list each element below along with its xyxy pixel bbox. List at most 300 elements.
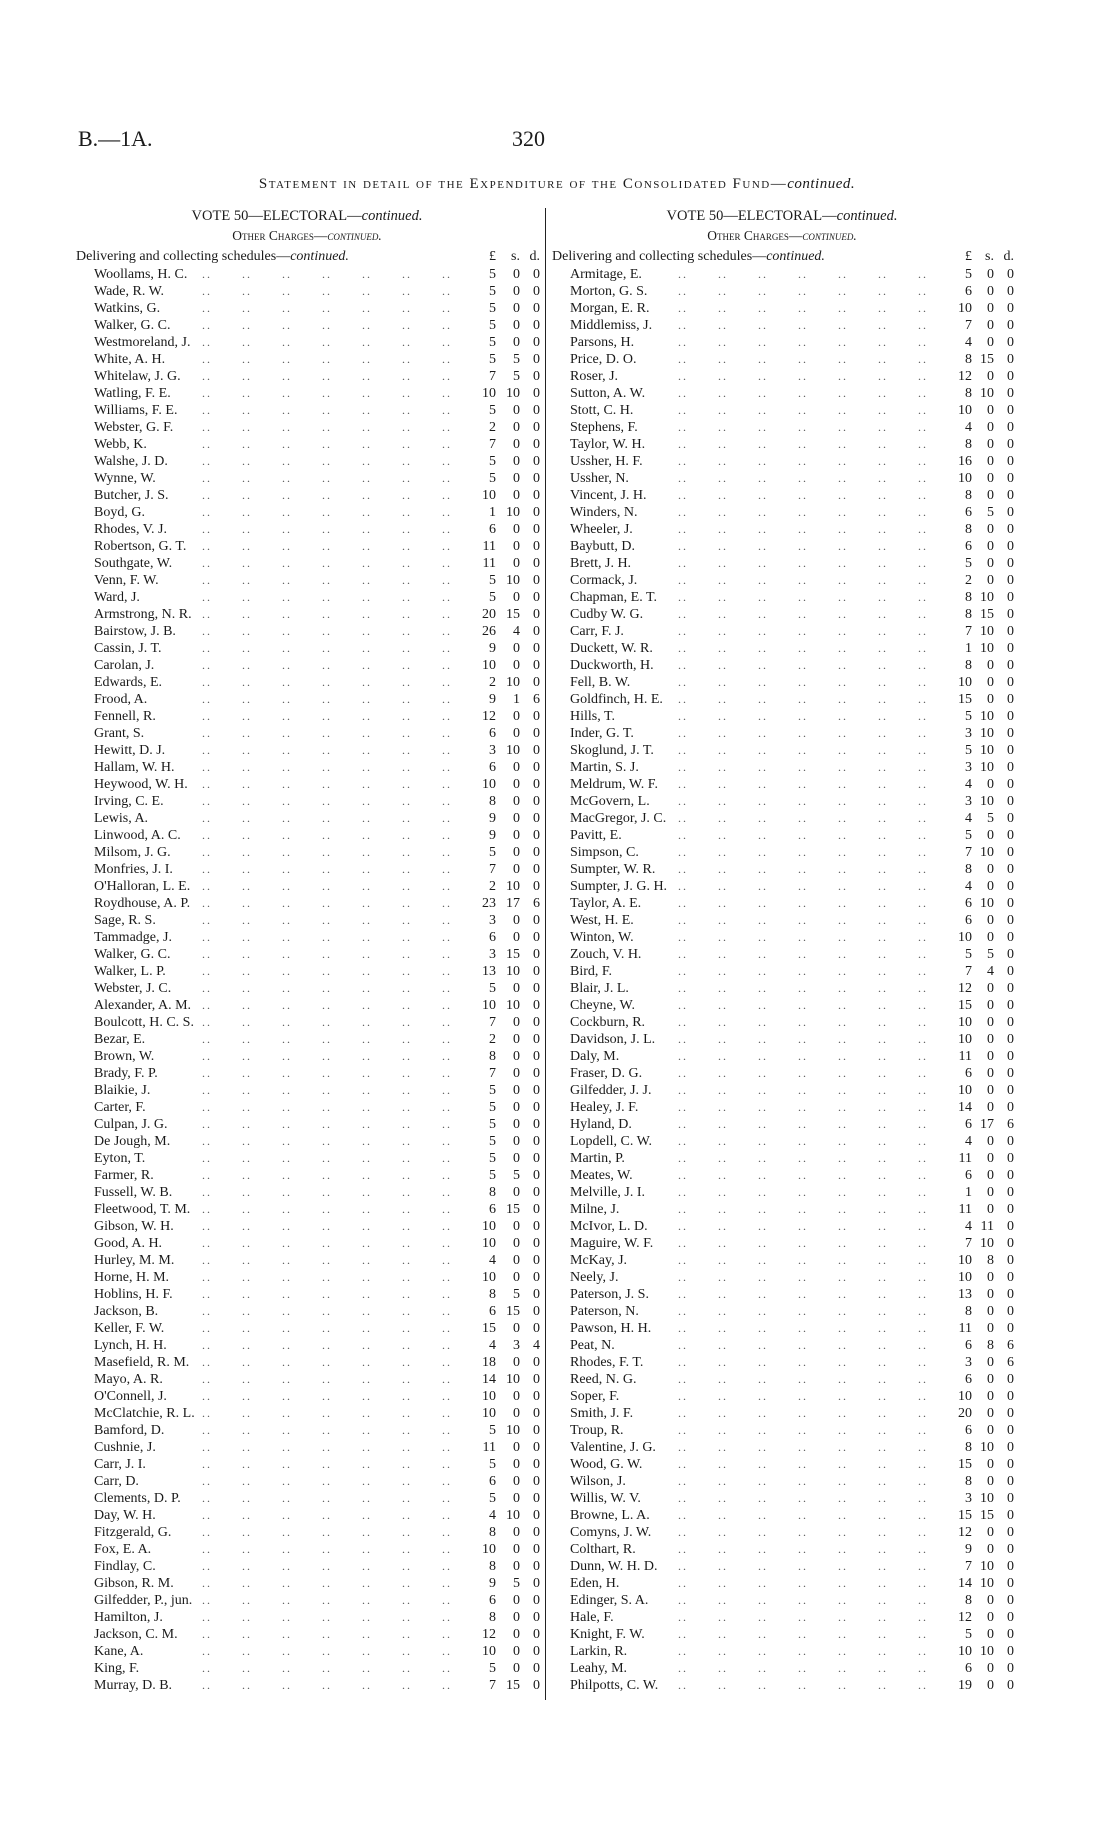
leader-dots xyxy=(202,895,456,912)
payee-name: Venn, F. W. xyxy=(94,573,159,588)
pounds-value: 8 xyxy=(965,488,972,503)
pounds-value: 11 xyxy=(482,1440,496,1455)
shillings-value: 5 xyxy=(513,369,520,384)
payee-name: West, H. E. xyxy=(570,913,634,928)
payee-name: Sage, R. S. xyxy=(94,913,156,928)
table-row xyxy=(76,1031,538,1048)
table-row xyxy=(552,1490,1012,1507)
payee-name: Masefield, R. M. xyxy=(94,1355,190,1370)
table-row xyxy=(552,878,1012,895)
leader-dots xyxy=(678,521,932,538)
payee-name: McClatchie, R. L. xyxy=(94,1406,195,1421)
pence-value: 0 xyxy=(1007,1491,1014,1506)
shillings-value: 1 xyxy=(513,692,520,707)
payee-name: Sumpter, W. R. xyxy=(570,862,656,877)
table-row xyxy=(76,895,538,912)
pounds-value: 15 xyxy=(958,692,972,707)
pence-value: 0 xyxy=(1007,1083,1014,1098)
payee-name: Carr, J. I. xyxy=(94,1457,146,1472)
table-row xyxy=(552,1439,1012,1456)
table-row xyxy=(552,793,1012,810)
shillings-value: 0 xyxy=(987,658,994,673)
leader-dots xyxy=(202,385,456,402)
table-row xyxy=(76,1541,538,1558)
payee-name: Carr, F. J. xyxy=(570,624,624,639)
payee-name: Murray, D. B. xyxy=(94,1678,173,1693)
pounds-value: 10 xyxy=(958,1389,972,1404)
pence-value: 0 xyxy=(533,777,540,792)
table-row xyxy=(552,1456,1012,1473)
pounds-value: 5 xyxy=(965,267,972,282)
payee-name: Ward, J. xyxy=(94,590,140,605)
leader-dots xyxy=(202,1643,456,1660)
pence-value: 0 xyxy=(533,1627,540,1642)
payee-name: Southgate, W. xyxy=(94,556,173,571)
pence-value: 0 xyxy=(1007,556,1014,571)
pence-value: 0 xyxy=(1007,420,1014,435)
payee-name: Middlemiss, J. xyxy=(570,318,653,333)
leader-dots xyxy=(202,844,456,861)
pounds-value: 5 xyxy=(489,284,496,299)
pence-value: 0 xyxy=(1007,488,1014,503)
leader-dots xyxy=(678,1388,932,1405)
leader-dots xyxy=(678,657,932,674)
pence-value: 0 xyxy=(533,1100,540,1115)
shillings-value: 0 xyxy=(513,1525,520,1540)
pence-value: 0 xyxy=(1007,1049,1014,1064)
pounds-value: 12 xyxy=(958,369,972,384)
payee-name: Stephens, F. xyxy=(570,420,638,435)
pence-value: 0 xyxy=(1007,454,1014,469)
shillings-value: 0 xyxy=(987,522,994,537)
pence-value: 0 xyxy=(1007,335,1014,350)
table-row xyxy=(76,912,538,929)
pence-value: 0 xyxy=(533,352,540,367)
payee-name: Wilson, J. xyxy=(570,1474,626,1489)
payee-name: Lewis, A. xyxy=(94,811,149,826)
pounds-value: 14 xyxy=(482,1372,496,1387)
shillings-value: 0 xyxy=(513,522,520,537)
pounds-value: 5 xyxy=(965,709,972,724)
payee-name: Armstrong, N. R. xyxy=(94,607,192,622)
vote-heading-continued: continued. xyxy=(836,208,898,224)
table-row xyxy=(552,555,1012,572)
pence-value: 0 xyxy=(533,1423,540,1438)
pounds-value: 13 xyxy=(958,1287,972,1302)
pounds-value: 5 xyxy=(489,267,496,282)
shillings-value: 0 xyxy=(513,420,520,435)
leader-dots xyxy=(678,1422,932,1439)
pounds-value: 15 xyxy=(958,1457,972,1472)
payee-name: Hills, T. xyxy=(570,709,615,724)
shillings-value: 0 xyxy=(513,488,520,503)
shillings-value: 0 xyxy=(513,1270,520,1285)
pounds-value: 3 xyxy=(489,743,496,758)
leader-dots xyxy=(202,1677,456,1694)
table-row xyxy=(76,1303,538,1320)
leader-dots xyxy=(678,470,932,487)
shillings-value: 0 xyxy=(513,1355,520,1370)
payee-name: Gibson, W. H. xyxy=(94,1219,174,1234)
leader-dots xyxy=(202,946,456,963)
table-row xyxy=(552,1320,1012,1337)
pounds-value: 10 xyxy=(958,1083,972,1098)
leader-dots xyxy=(678,385,932,402)
leader-dots xyxy=(678,300,932,317)
pounds-value: 14 xyxy=(958,1576,972,1591)
pence-value: 0 xyxy=(1007,1253,1014,1268)
table-row xyxy=(552,538,1012,555)
shillings-value: 10 xyxy=(980,590,994,605)
table-row xyxy=(76,1150,538,1167)
table-row xyxy=(76,1643,538,1660)
leader-dots xyxy=(678,623,932,640)
leader-dots xyxy=(678,844,932,861)
table-row xyxy=(76,1252,538,1269)
leader-dots xyxy=(202,861,456,878)
pounds-value: 6 xyxy=(489,1474,496,1489)
payee-name: Melville, J. I. xyxy=(570,1185,646,1200)
shillings-value: 4 xyxy=(987,964,994,979)
pounds-value: 5 xyxy=(489,1661,496,1676)
table-row xyxy=(76,708,538,725)
shillings-value: 0 xyxy=(987,1627,994,1642)
pence-value: 0 xyxy=(533,1593,540,1608)
pounds-value: 5 xyxy=(965,828,972,843)
leader-dots xyxy=(202,640,456,657)
left-entries xyxy=(76,266,538,1694)
pence-value: 0 xyxy=(1007,301,1014,316)
pounds-value: 4 xyxy=(965,335,972,350)
pence-value: 0 xyxy=(533,913,540,928)
pence-value: 0 xyxy=(533,573,540,588)
table-row xyxy=(76,1524,538,1541)
payee-name: Roser, J. xyxy=(570,369,619,384)
payee-name: Smith, J. F. xyxy=(570,1406,634,1421)
table-row xyxy=(552,1541,1012,1558)
pence-value: 0 xyxy=(533,1661,540,1676)
leader-dots xyxy=(202,691,456,708)
shillings-value: 4 xyxy=(513,624,520,639)
shillings-value: 0 xyxy=(513,301,520,316)
payee-name: Eyton, T. xyxy=(94,1151,146,1166)
pence-value: 0 xyxy=(533,301,540,316)
table-row xyxy=(552,487,1012,504)
payee-name: Clements, D. P. xyxy=(94,1491,181,1506)
leader-dots xyxy=(678,997,932,1014)
pence-value: 0 xyxy=(1007,573,1014,588)
pence-value: 0 xyxy=(533,1219,540,1234)
payee-name: Martin, S. J. xyxy=(570,760,639,775)
leader-dots xyxy=(202,1167,456,1184)
table-row xyxy=(76,776,538,793)
pounds-value: 5 xyxy=(489,1168,496,1183)
leader-dots xyxy=(202,912,456,929)
table-row xyxy=(552,844,1012,861)
shillings-value: 10 xyxy=(506,879,520,894)
table-row xyxy=(552,589,1012,606)
shillings-value: 10 xyxy=(506,386,520,401)
payee-name: Cudby W. G. xyxy=(570,607,644,622)
payee-name: Keller, F. W. xyxy=(94,1321,165,1336)
table-row xyxy=(552,657,1012,674)
pounds-value: 6 xyxy=(489,930,496,945)
payee-name: Kane, A. xyxy=(94,1644,144,1659)
shillings-value: 0 xyxy=(513,1151,520,1166)
pounds-value: 4 xyxy=(965,811,972,826)
leader-dots xyxy=(678,487,932,504)
leader-dots xyxy=(202,436,456,453)
payee-name: Reed, N. G. xyxy=(570,1372,637,1387)
leader-dots xyxy=(202,793,456,810)
delivering-heading-text: Delivering and collecting schedules— xyxy=(552,249,767,264)
leader-dots xyxy=(678,1371,932,1388)
pence-value: 0 xyxy=(1007,1270,1014,1285)
table-row xyxy=(76,997,538,1014)
pence-value: 0 xyxy=(533,1559,540,1574)
pence-value: 0 xyxy=(533,1457,540,1472)
pounds-value: 11 xyxy=(958,1321,972,1336)
payee-name: Zouch, V. H. xyxy=(570,947,642,962)
pence-value: 0 xyxy=(1007,1185,1014,1200)
table-row xyxy=(76,861,538,878)
shillings-value: 0 xyxy=(987,1661,994,1676)
shillings-value: 10 xyxy=(506,998,520,1013)
pounds-value: 7 xyxy=(965,318,972,333)
pence-value: 0 xyxy=(533,1525,540,1540)
page-identifier: B.—1A. xyxy=(78,126,153,151)
table-row xyxy=(552,1337,1012,1354)
pence-value: 0 xyxy=(1007,641,1014,656)
pounds-value: 3 xyxy=(965,1491,972,1506)
payee-name: Baybutt, D. xyxy=(570,539,635,554)
table-row xyxy=(76,674,538,691)
pounds-value: 10 xyxy=(482,777,496,792)
pounds-value: 8 xyxy=(965,590,972,605)
table-row xyxy=(552,1609,1012,1626)
payee-name: Meldrum, W. F. xyxy=(570,777,658,792)
leader-dots xyxy=(202,759,456,776)
leader-dots xyxy=(678,283,932,300)
shillings-value: 0 xyxy=(513,658,520,673)
leader-dots xyxy=(678,725,932,742)
payee-name: Boulcott, H. C. S. xyxy=(94,1015,194,1030)
payee-name: Leahy, M. xyxy=(570,1661,628,1676)
shillings-value: 0 xyxy=(513,1185,520,1200)
pounds-value: 5 xyxy=(489,471,496,486)
table-row xyxy=(552,300,1012,317)
payee-name: Price, D. O. xyxy=(570,352,637,367)
payee-name: Troup, R. xyxy=(570,1423,624,1438)
pounds-value: 11 xyxy=(958,1151,972,1166)
leader-dots xyxy=(678,1337,932,1354)
pence-value: 0 xyxy=(533,1117,540,1132)
shillings-column-header: s. xyxy=(511,249,520,264)
pounds-value: 3 xyxy=(965,794,972,809)
pence-value: 0 xyxy=(1007,998,1014,1013)
leader-dots xyxy=(202,1320,456,1337)
payee-name: Meates, W. xyxy=(570,1168,633,1183)
pounds-value: 1 xyxy=(965,1185,972,1200)
pounds-value: 4 xyxy=(489,1253,496,1268)
payee-name: Colthart, R. xyxy=(570,1542,636,1557)
subheading-continued: continued. xyxy=(802,228,857,243)
payee-name: Davidson, J. L. xyxy=(570,1032,656,1047)
payee-name: Philpotts, C. W. xyxy=(570,1678,659,1693)
shillings-value: 17 xyxy=(980,1117,994,1132)
leader-dots xyxy=(678,1541,932,1558)
payee-name: Martin, P. xyxy=(570,1151,625,1166)
shillings-value: 10 xyxy=(980,1576,994,1591)
pounds-value: 26 xyxy=(482,624,496,639)
leader-dots xyxy=(202,1660,456,1677)
pounds-value: 5 xyxy=(489,845,496,860)
table-row xyxy=(76,589,538,606)
leader-dots xyxy=(678,946,932,963)
shillings-value: 8 xyxy=(987,1253,994,1268)
pounds-value: 4 xyxy=(965,1134,972,1149)
pounds-value: 3 xyxy=(489,913,496,928)
shillings-value: 0 xyxy=(987,1185,994,1200)
pence-value: 0 xyxy=(1007,1168,1014,1183)
shillings-value: 0 xyxy=(987,913,994,928)
shillings-value: 0 xyxy=(513,1627,520,1642)
table-row xyxy=(76,419,538,436)
leader-dots xyxy=(202,997,456,1014)
payee-name: Comyns, J. W. xyxy=(570,1525,652,1540)
payee-name: Brown, W. xyxy=(94,1049,155,1064)
shillings-value: 10 xyxy=(506,743,520,758)
payee-name: Bezar, E. xyxy=(94,1032,146,1047)
payee-name: Armitage, E. xyxy=(570,267,642,282)
payee-name: Carolan, J. xyxy=(94,658,155,673)
leader-dots xyxy=(678,266,932,283)
table-row xyxy=(76,946,538,963)
leader-dots xyxy=(202,674,456,691)
leader-dots xyxy=(202,317,456,334)
pence-value: 0 xyxy=(1007,607,1014,622)
pence-value: 0 xyxy=(1007,1440,1014,1455)
payee-name: Daly, M. xyxy=(570,1049,620,1064)
leader-dots xyxy=(202,555,456,572)
pounds-value: 5 xyxy=(965,1627,972,1642)
payee-name: Chapman, E. T. xyxy=(570,590,657,605)
table-row xyxy=(76,1320,538,1337)
pounds-value: 5 xyxy=(489,1117,496,1132)
payee-name: McIvor, L. D. xyxy=(570,1219,648,1234)
pence-value: 0 xyxy=(533,1508,540,1523)
shillings-value: 0 xyxy=(513,318,520,333)
pounds-value: 15 xyxy=(958,1508,972,1523)
pence-value: 0 xyxy=(1007,1593,1014,1608)
pounds-value: 10 xyxy=(482,1236,496,1251)
pounds-value: 10 xyxy=(958,301,972,316)
payee-name: Hurley, M. M. xyxy=(94,1253,175,1268)
table-header xyxy=(76,246,538,266)
shillings-value: 15 xyxy=(980,352,994,367)
table-row xyxy=(552,1388,1012,1405)
shillings-value: 5 xyxy=(987,811,994,826)
shillings-value: 0 xyxy=(513,1219,520,1234)
pence-value: 0 xyxy=(533,1389,540,1404)
pence-value: 0 xyxy=(533,1321,540,1336)
pounds-value: 3 xyxy=(965,1355,972,1370)
shillings-value: 10 xyxy=(980,1559,994,1574)
payee-name: Gilfedder, J. J. xyxy=(570,1083,652,1098)
pounds-value: 11 xyxy=(958,1049,972,1064)
shillings-value: 0 xyxy=(987,1406,994,1421)
pence-value: 0 xyxy=(1007,1542,1014,1557)
pence-value: 0 xyxy=(1007,675,1014,690)
right-entries xyxy=(552,266,1012,1694)
shillings-value: 0 xyxy=(513,539,520,554)
leader-dots xyxy=(678,640,932,657)
pence-value: 0 xyxy=(533,760,540,775)
table-row xyxy=(76,606,538,623)
payee-name: Parsons, H. xyxy=(570,335,635,350)
table-row xyxy=(552,351,1012,368)
table-row xyxy=(76,487,538,504)
leader-dots xyxy=(202,1473,456,1490)
table-row xyxy=(552,1065,1012,1082)
payee-name: Frood, A. xyxy=(94,692,148,707)
table-row xyxy=(76,657,538,674)
pence-value: 0 xyxy=(533,1287,540,1302)
shillings-value: 0 xyxy=(987,573,994,588)
leader-dots xyxy=(678,1490,932,1507)
leader-dots xyxy=(678,334,932,351)
pounds-value: 8 xyxy=(965,522,972,537)
table-row xyxy=(552,1354,1012,1371)
shillings-value: 0 xyxy=(513,1321,520,1336)
pounds-value: 18 xyxy=(482,1355,496,1370)
leader-dots xyxy=(202,1609,456,1626)
payee-name: Sumpter, J. G. H. xyxy=(570,879,668,894)
table-row xyxy=(76,402,538,419)
payee-name: Walker, L. P. xyxy=(94,964,166,979)
shillings-value: 15 xyxy=(506,607,520,622)
leader-dots xyxy=(202,487,456,504)
pence-value: 0 xyxy=(1007,964,1014,979)
pounds-value: 19 xyxy=(958,1678,972,1693)
payee-name: Irving, C. E. xyxy=(94,794,164,809)
shillings-value: 0 xyxy=(513,335,520,350)
pence-value: 0 xyxy=(1007,1406,1014,1421)
payee-name: Gibson, R. M. xyxy=(94,1576,174,1591)
subheading-text: Other Charges— xyxy=(707,228,803,243)
table-row xyxy=(76,1082,538,1099)
pence-value: 0 xyxy=(1007,1287,1014,1302)
pence-value: 0 xyxy=(533,607,540,622)
pence-value: 0 xyxy=(1007,1576,1014,1591)
leader-dots xyxy=(202,1371,456,1388)
shillings-value: 0 xyxy=(987,1151,994,1166)
shillings-value: 0 xyxy=(987,1457,994,1472)
payee-name: Jackson, C. M. xyxy=(94,1627,178,1642)
table-row xyxy=(76,844,538,861)
payee-name: Culpan, J. G. xyxy=(94,1117,168,1132)
shillings-value: 0 xyxy=(513,845,520,860)
leader-dots xyxy=(202,1575,456,1592)
leader-dots xyxy=(202,1388,456,1405)
pounds-value: 10 xyxy=(482,386,496,401)
payee-name: Cockburn, R. xyxy=(570,1015,646,1030)
pounds-column-header: £ xyxy=(489,249,496,264)
pounds-value: 10 xyxy=(482,1389,496,1404)
table-row xyxy=(552,1235,1012,1252)
leader-dots xyxy=(202,1524,456,1541)
pounds-value: 5 xyxy=(489,301,496,316)
